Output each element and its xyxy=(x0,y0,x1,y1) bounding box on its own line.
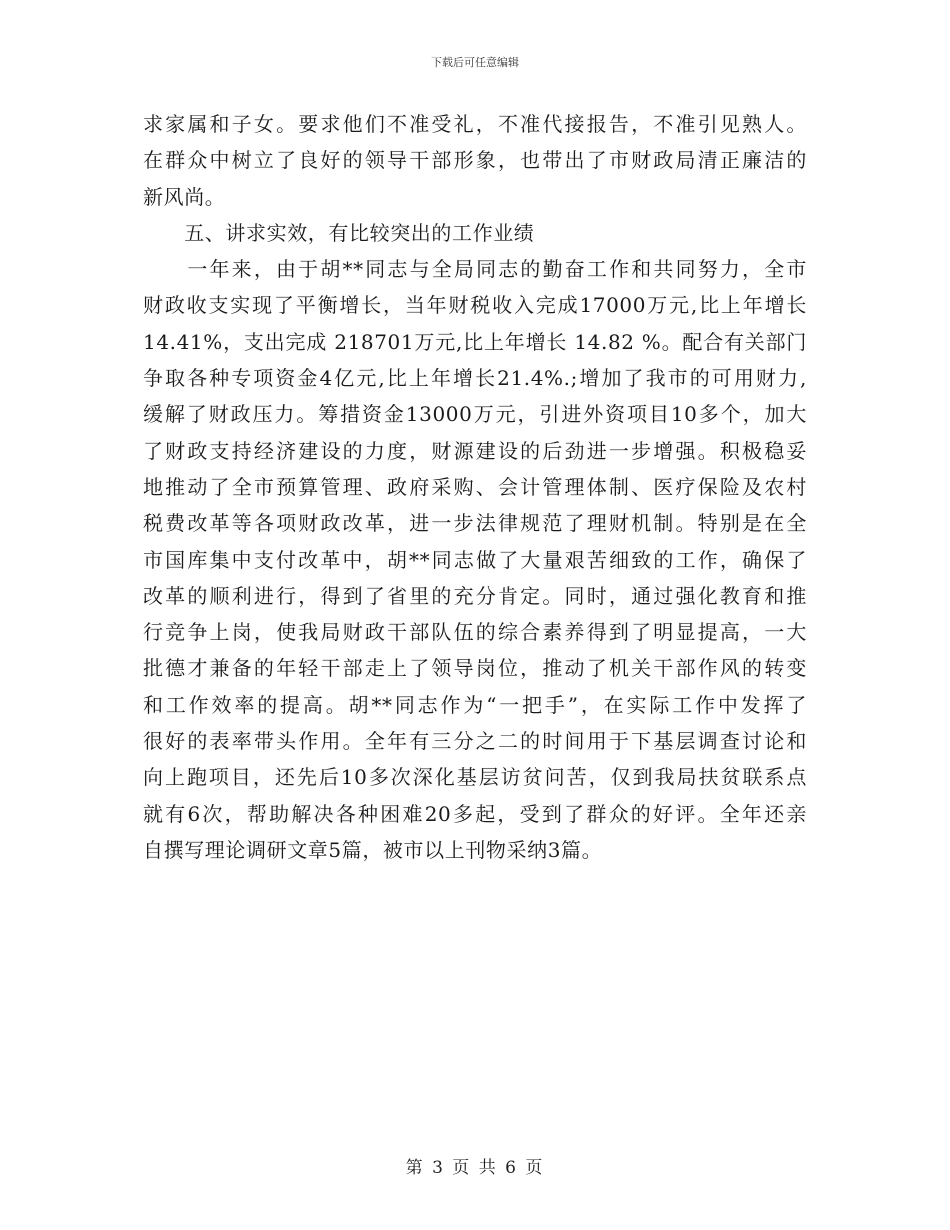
text-line: 批德才兼备的年轻干部走上了领导岗位，推动了机关干部作风的转变 xyxy=(143,656,807,681)
text-line: 新风尚。 xyxy=(143,184,226,209)
text-line: 就有6次，帮助解决各种困难20多起，受到了群众的好评。全年还亲 xyxy=(143,801,807,826)
page-header: 下载后可任意编辑 xyxy=(431,56,519,69)
text-line: 很好的表率带头作用。全年有三分之二的时间用于下基层调查讨论和 xyxy=(143,729,807,754)
text-line: 自撰写理论调研文章5篇，被市以上刊物采纳3篇。 xyxy=(143,837,603,862)
text-line: 一年来，由于胡**同志与全局同志的勤奋工作和共同努力，全市 xyxy=(143,257,807,282)
text-line: 市国库集中支付改革中，胡**同志做了大量艰苦细致的工作，确保了 xyxy=(143,547,807,572)
text-line: 缓解了财政压力。筹措资金13000万元，引进外资项目10多个，加大 xyxy=(143,402,807,427)
text-line: 地推动了全市预算管理、政府采购、会计管理体制、医疗保险及农村 xyxy=(143,474,807,499)
text-line: 在群众中树立了良好的领导干部形象，也带出了市财政局清正廉洁的 xyxy=(143,148,807,173)
text-line: 向上跑项目，还先后10多次深化基层访贫问苦，仅到我局扶贫联系点 xyxy=(143,765,807,790)
text-line: 行竞争上岗，使我局财政干部队伍的综合素养得到了明显提高，一大 xyxy=(143,620,807,645)
text-line: 争取各种专项资金4亿元,比上年增长21.4%.;增加了我市的可用财力, xyxy=(143,366,807,391)
text-line: 改革的顺利进行，得到了省里的充分肯定。同时，通过强化教育和推 xyxy=(143,583,807,608)
text-line: 14.41%，支出完成 218701万元,比上年增长 14.82 %。配合有关部门 xyxy=(143,329,807,354)
text-line: 了财政支持经济建设的力度，财源建设的后劲进一步增强。积极稳妥 xyxy=(143,438,807,463)
text-line: 和工作效率的提高。胡**同志作为“一把手”，在实际工作中发挥了 xyxy=(143,692,807,717)
section-heading: 五、讲求实效，有比较突出的工作业绩 xyxy=(143,220,535,245)
text-line: 财政收支实现了平衡增长，当年财税收入完成17000万元,比上年增长 xyxy=(143,293,807,318)
page-number: 第 3 页 共 6 页 xyxy=(405,1158,545,1178)
text-line: 税费改革等各项财政改革，进一步法律规范了理财机制。特别是在全 xyxy=(143,511,807,536)
body-text xyxy=(143,106,807,868)
text-line: 求家属和子女。要求他们不准受礼，不准代接报告，不准引见熟人。 xyxy=(143,112,807,136)
